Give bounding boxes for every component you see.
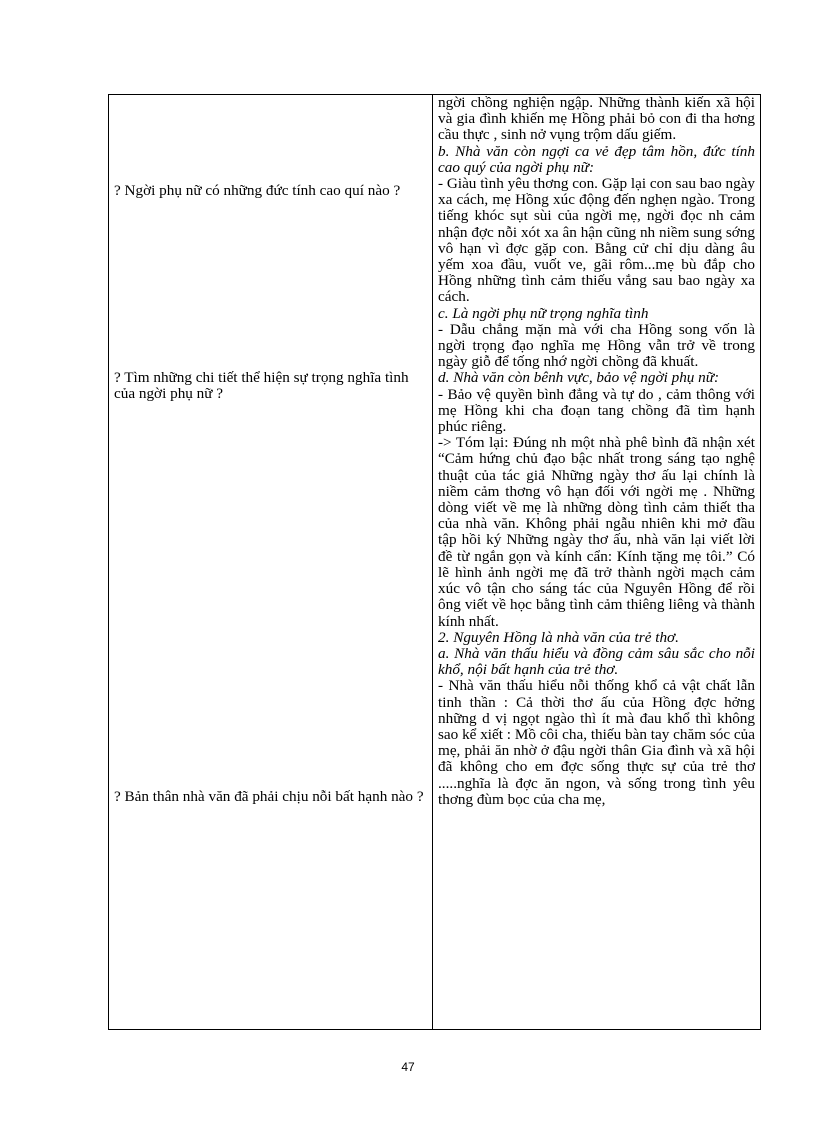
question-1: ? Ngời phụ nữ có những đức tính cao quí nào ? [114, 182, 401, 199]
answer-paragraph: ngời chồng nghiện ngập. Những thành kiến xã hội và gia đình khiến mẹ Hồng phải bỏ con đi tha hơng cầu thực , sinh nở vụng trộm dấu giếm. [438, 94, 755, 144]
answer-heading: b. Nhà văn còn ngợi ca vẻ đẹp tâm hồn, đức tính cao quý của ngời phụ nữ: [438, 142, 755, 176]
lesson-table [108, 94, 761, 1030]
answer-paragraph: - Bảo vệ quyền bình đẳng và tự do , cảm thông với mẹ Hồng khi cha đoạn tang chồng đã tìm hạnh phúc riêng. [438, 385, 755, 436]
answer-heading: d. Nhà văn còn bênh vực, bảo vệ ngời phụ nữ: [438, 369, 720, 387]
page-number: 47 [401, 1060, 415, 1074]
answer-heading: a. Nhà văn thấu hiểu và đồng cảm sâu sắc cho nỗi khổ, nội bất hạnh của trẻ thơ. [438, 644, 755, 679]
answer-paragraph: - Dẫu chẳng mặn mà với cha Hồng song vốn là ngời trọng đạo nghĩa mẹ Hồng vẫn trở về trong ngày giỗ để tống nhớ ngời chồng đã khuất. [438, 320, 755, 371]
answer-column [433, 95, 761, 1030]
question-3: ? Bản thân nhà văn đã phải chịu nỗi bất hạnh nào ? [114, 788, 424, 805]
table-row [109, 95, 761, 1030]
answer-paragraph: - Nhà văn thấu hiểu nỗi thống khổ cả vật chất lẫn tinh thần : Cả thời thơ ấu của Hồng đợc hởng những d vị ngọt ngào thì ít mà đau khổ thì không sao kể xiết : Mồ côi cha, thiếu bàn tay chăm sóc của mẹ, phải ăn nhờ ở đậu ngời thân Gia đình và xã hội đã không cho em đợc sống thực sự của trẻ thơ .....nghĩa là đợc ăn ngon, và sống trong tình yêu thơng đùm bọc của cha mẹ, [438, 677, 755, 808]
answer-heading: 2. Nguyên Hồng là nhà văn của trẻ thơ. [438, 628, 679, 646]
answer-paragraph: - Giàu tình yêu thơng con. Gặp lại con sau bao ngày xa cách, mẹ Hồng xúc động đến nghẹn ngào. Trong tiếng khóc sụt sùi của ngời mẹ, ngời đọc nh cảm nhận đợc nỗi xót xa ân hận cũng nh niềm sung sớng vô hạn vì đợc gặp con. Bằng cử chỉ dịu dàng âu yếm xoa đầu, vuốt ve, gãi rôm...mẹ bù đắp cho Hồng những tình cảm thiếu vắng sau bao ngày xa cách. [438, 175, 755, 306]
answer-heading: c. Là ngời phụ nữ trọng nghĩa tình [438, 304, 649, 322]
question-column [109, 95, 433, 1030]
question-2: ? Tìm những chi tiết thể hiện sự trọng nghĩa tình của ngời phụ nữ ? [114, 369, 409, 403]
answer-paragraph: -> Tóm lại: Đúng nh một nhà phê bình đã nhận xét “Cảm hứng chủ đạo bậc nhất trong sáng tạo nghệ thuật của tác giả Những ngày thơ ấu lại chính là niềm cảm thơng vô hạn đối với ngời mẹ . Những dòng viết về mẹ là những dòng tình cảm thiết tha của nhà văn. Không phải ngẫu nhiên khi mở đầu tập hồi ký Những ngày thơ ấu, nhà văn lại viết lời đề từ ngắn gọn và kính cẩn: Kính tặng mẹ tôi.” Có lẽ hình ảnh ngời mẹ đã trở thành ngời mạch cảm xúc vô tận cho sáng tác của Nguyên Hồng để rồi ông viết về học bằng tình cảm thiêng liêng và thành kính nhất. [438, 434, 755, 630]
